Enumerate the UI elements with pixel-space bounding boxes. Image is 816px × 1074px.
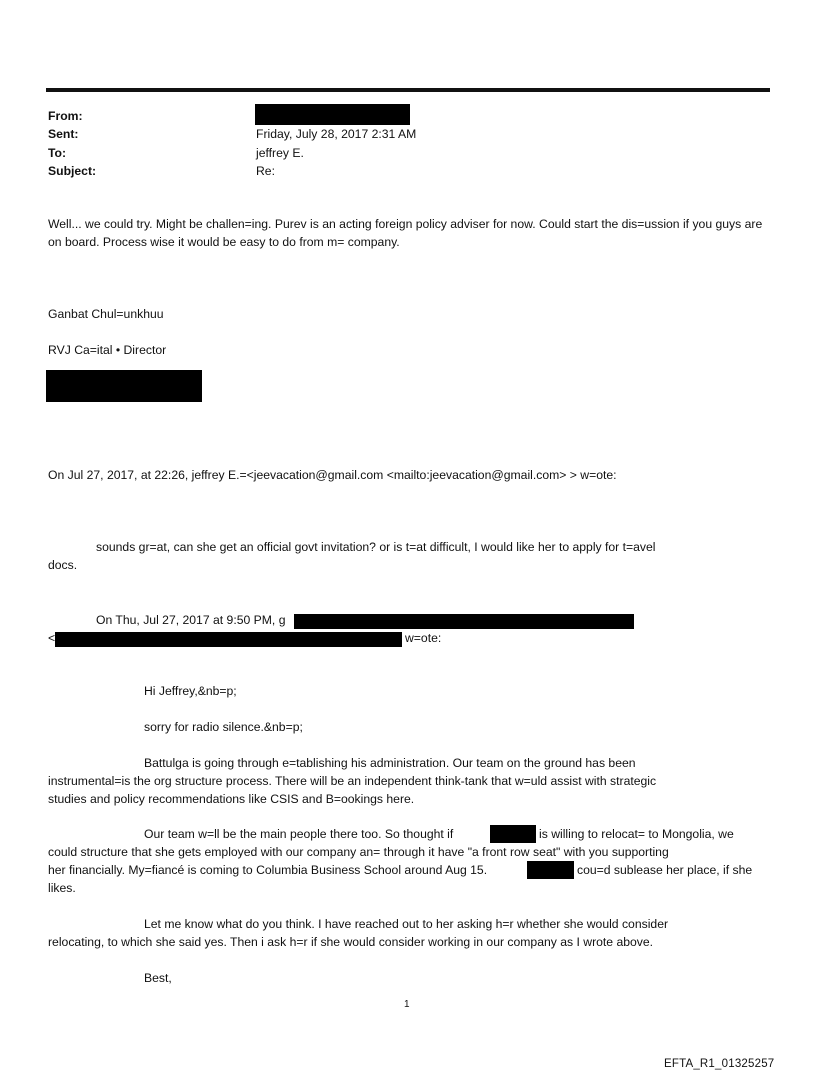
quote1-line1: sounds gr=at, can she get an official govt invitation? or is t=at difficult, I would like her to apply for t=avel [96,540,656,554]
para2-line1b: is willing to relocat= to Mongolia, we [539,827,734,841]
para2-line3b: cou=d sublease her place, if she [577,863,753,877]
quote2-header-start: On Thu, Jul 27, 2017 at 9:50 PM, g [96,613,286,627]
closing: Best, [144,971,172,985]
sent-label: Sent: [48,127,79,141]
para1-line1: Battulga is going through e=tablishing his administration. Our team on the ground has been [144,756,636,770]
para1-line3: studies and policy recommendations like CSIS and B=ookings here. [48,792,415,806]
para3-line2: relocating, to which she said yes. Then i ask h=r if she would consider working in our company as I wrote above. [48,935,654,949]
quote1-header: On Jul 27, 2017, at 22:26, jeffrey E.=<jeevacation@gmail.com <mailto:jeevacation@gmail.com> > w=ote: [48,468,617,482]
redacted-quote2-email [55,632,402,647]
para3-line1: Let me know what do you think. I have reached out to her asking h=r whether she would consider [144,917,669,931]
subject-label: Subject: [48,164,97,178]
header-rule [46,88,770,92]
subject-value: Re: [256,164,275,178]
page-number: 1 [404,999,410,1010]
redacted-quote2-sender [294,614,634,629]
quote1-line2: docs. [48,558,78,572]
document-id: EFTA_R1_01325257 [664,1058,775,1070]
redacted-name-2 [527,861,574,879]
para2-line4: likes. [48,881,76,895]
quote2-header-lt: < [48,631,56,645]
signature-name: Ganbat Chul=unkhuu [48,307,164,321]
from-label: From: [48,109,83,123]
redacted-contact [46,370,202,402]
to-label: To: [48,146,67,160]
greeting: Hi Jeffrey,&nb=p; [144,684,237,698]
para2-line1a: Our team w=ll be the main people there too. So thought if [144,827,454,841]
signature-title: RVJ Ca=ital • Director [48,343,167,357]
reply-text: Well... we could try. Might be challen=ing. Purev is an acting foreign policy adviser for now. Could start the dis=ussion if you guys are on board. Process wise it would be easy to do from m= company. [48,217,763,249]
sent-value: Friday, July 28, 2017 2:31 AM [256,127,417,141]
to-value: jeffrey E. [256,146,304,160]
para2-line2: could structure that she gets employed with our company an= through it have "a front row seat" with you supporting [48,845,669,859]
quote2-header-end: w=ote: [405,631,442,645]
redacted-sender [255,104,410,125]
redacted-name-1 [490,825,536,843]
apology: sorry for radio silence.&nb=p; [144,720,303,734]
para1-line2: instrumental=is the org structure process. There will be an independent think-tank that w=uld assist with strategic [48,774,657,788]
para2-line3a: her financially. My=fiancé is coming to Columbia Business School around Aug 15. [48,863,488,877]
